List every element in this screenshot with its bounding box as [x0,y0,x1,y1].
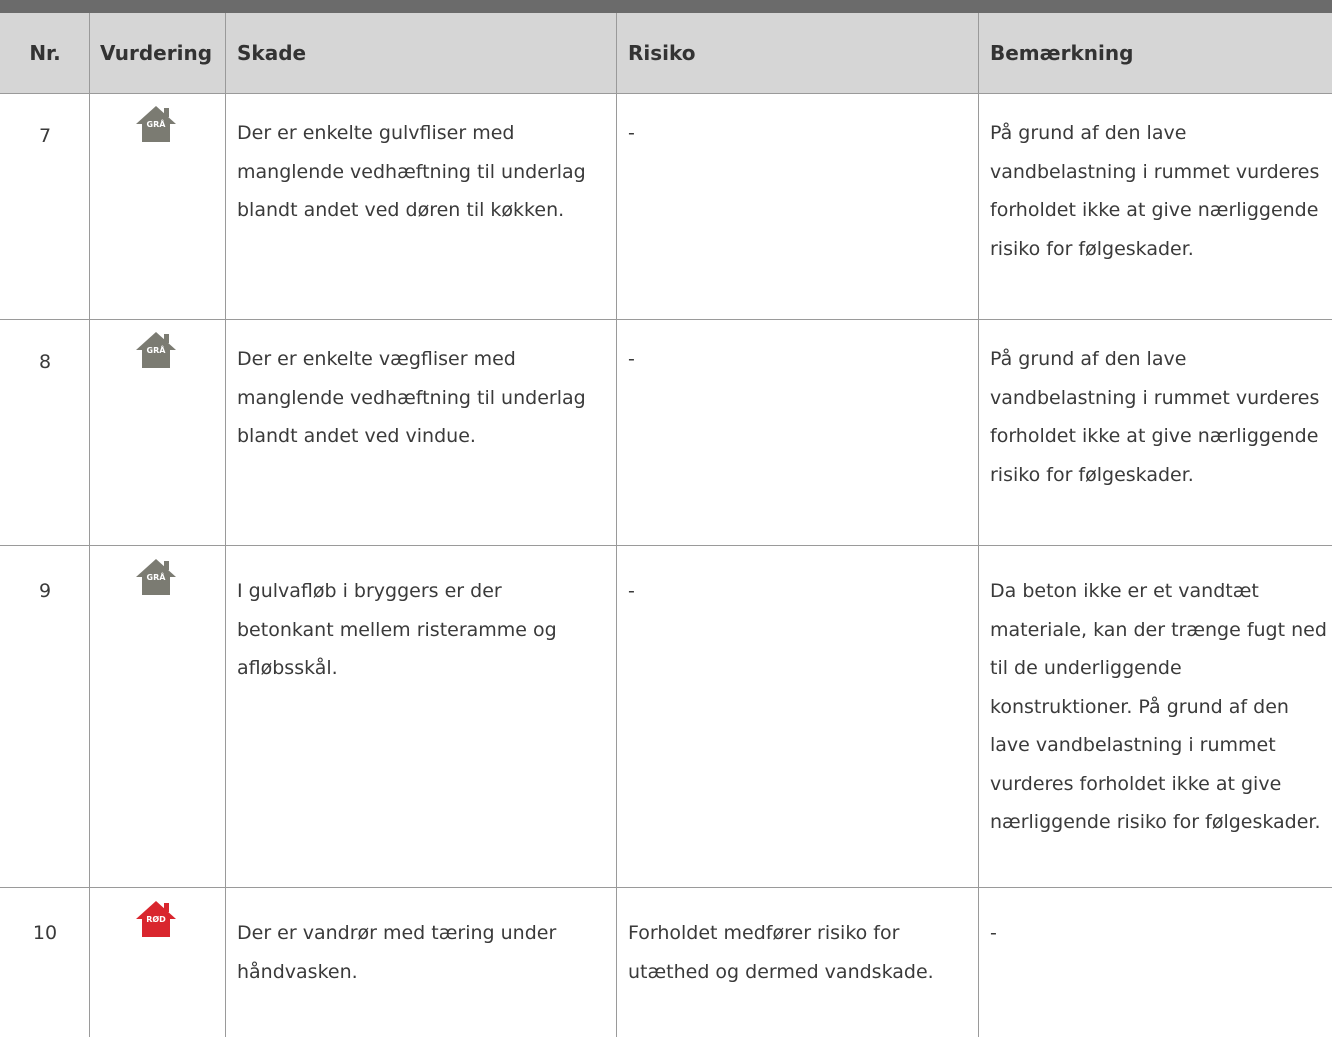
rating-label: GRÅ [146,346,166,355]
risiko-text: - [628,348,635,370]
bemaerkning-text: - [990,922,997,944]
column-divider [225,13,226,1037]
row-number: 8 [38,351,52,373]
header-nr: Nr. [29,41,61,65]
table-header [0,13,1332,94]
bemaerkning-text: På grund af den lave vandbelastning i rummet vurderes forholdet ikke at give nærliggende risiko for følgeskader. [990,348,1320,486]
rating-label: GRÅ [146,120,166,129]
skade-text: Der er enkelte vægfliser med manglende vedhæftning til underlag blandt andet ved vindue. [237,348,586,447]
row-divider [0,319,1332,320]
header-skade: Skade [237,41,307,65]
column-divider [616,13,617,1037]
header-vurdering: Vurdering [100,41,213,65]
row-number: 9 [38,580,52,602]
row-divider [0,545,1332,546]
header-bemaerkning: Bemærkning [990,41,1134,65]
column-divider [978,13,979,1037]
risiko-text: - [628,122,635,144]
skade-text: Der er enkelte gulvfliser med manglende vedhæftning til underlag blandt andet ved døren til køkken. [237,122,586,221]
rating-label: GRÅ [146,573,166,582]
bemaerkning-text: På grund af den lave vandbelastning i rummet vurderes forholdet ikke at give nærliggende risiko for følgeskader. [990,122,1320,260]
skade-text: I gulvafløb i bryggers er der betonkant mellem risteramme og afløbsskål. [237,580,557,679]
risiko-text: - [628,580,635,602]
row-number: 7 [38,125,52,147]
rating-label: RØD [146,915,166,924]
bemaerkning-text: Da beton ikke er et vandtæt materiale, kan der trænge fugt ned til de underliggende konstruktioner. På grund af den lave vandbelastning i rummet vurderes forholdet ikke at give nærliggende risiko for følgeskader. [990,580,1327,833]
top-bar [0,0,1332,13]
header-risiko: Risiko [628,41,696,65]
column-divider [89,13,90,1037]
row-number: 10 [32,922,58,944]
risiko-text: Forholdet medfører risiko for utæthed og dermed vandskade. [628,922,934,983]
row-divider [0,887,1332,888]
skade-text: Der er vandrør med tæring under håndvasken. [237,922,557,983]
